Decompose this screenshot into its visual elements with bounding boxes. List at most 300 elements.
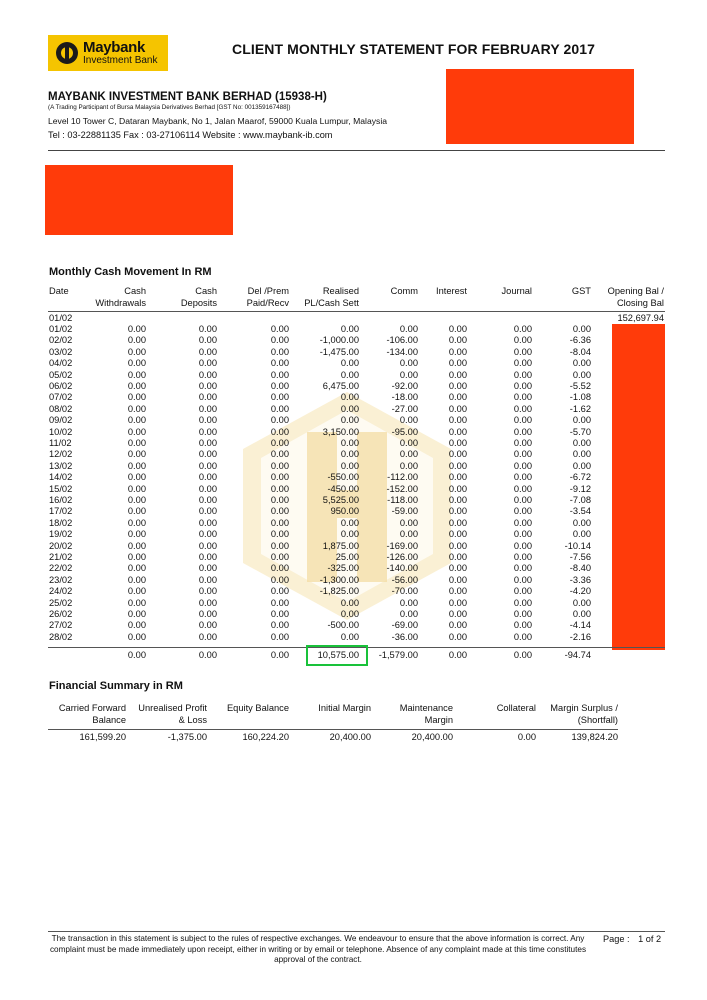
cell-comm: -126.00 bbox=[386, 552, 418, 562]
cell-interest: 0.00 bbox=[448, 460, 467, 471]
cell-journal: 0.00 bbox=[513, 392, 532, 403]
cell-gst: 0.00 bbox=[572, 358, 591, 369]
cell-comm: 0.00 bbox=[399, 438, 418, 448]
cell-cash-withdrawals: 0.00 bbox=[127, 529, 146, 540]
cell-cash-withdrawals: 0.00 bbox=[127, 631, 146, 642]
cell-del-prem: 0.00 bbox=[270, 631, 289, 642]
cell-interest: 0.00 bbox=[448, 346, 467, 357]
cell-gst: -94.74 bbox=[564, 650, 591, 660]
cell-cash-deposits: 0.00 bbox=[198, 324, 217, 334]
cell-comm: -59.00 bbox=[391, 506, 418, 517]
cell-del-prem: 0.00 bbox=[270, 460, 289, 471]
col-header-cash-withdrawals bbox=[80, 286, 146, 309]
col-header-balance bbox=[590, 286, 664, 309]
cell-del-prem: 0.00 bbox=[270, 472, 289, 483]
cell-realised: 0.00 bbox=[340, 358, 359, 369]
cell-interest: 0.00 bbox=[448, 495, 467, 505]
cell-gst: -8.40 bbox=[569, 563, 591, 574]
cell-cash-withdrawals: 0.00 bbox=[127, 495, 146, 505]
cell-comm: 0.00 bbox=[399, 369, 418, 380]
cell-realised: -500.00 bbox=[327, 620, 359, 631]
col-header-line: PL/Cash Sett bbox=[304, 297, 359, 308]
cell-del-prem: 0.00 bbox=[270, 392, 289, 403]
cell-comm: -118.00 bbox=[387, 495, 418, 505]
fs-header-line: (Shortfall) bbox=[577, 714, 618, 725]
col-header-realised bbox=[296, 286, 359, 309]
cell-journal: 0.00 bbox=[513, 426, 532, 437]
cell-cash-withdrawals: 0.00 bbox=[127, 346, 146, 357]
cell-del-prem: 0.00 bbox=[270, 403, 289, 414]
fs-value-carried-forward: 161,599.20 bbox=[79, 732, 126, 742]
cell-journal: 0.00 bbox=[513, 552, 532, 562]
cell-interest: 0.00 bbox=[448, 426, 467, 437]
cell-realised: 0.00 bbox=[340, 529, 359, 540]
cell-date: 25/02 bbox=[49, 597, 73, 608]
cell-journal: 0.00 bbox=[513, 449, 532, 460]
cell-cash-withdrawals: 0.00 bbox=[127, 392, 146, 403]
cell-cash-deposits: 0.00 bbox=[198, 358, 217, 369]
col-header-gst: GST bbox=[571, 286, 591, 296]
cell-del-prem: 0.00 bbox=[270, 369, 289, 380]
cell-interest: 0.00 bbox=[448, 609, 467, 619]
cell-gst: -6.72 bbox=[569, 472, 591, 483]
cell-cash-deposits: 0.00 bbox=[198, 472, 217, 483]
cell-cash-withdrawals: 0.00 bbox=[127, 517, 146, 528]
logo-text bbox=[83, 40, 157, 66]
cell-cash-withdrawals: 0.00 bbox=[127, 597, 146, 608]
cell-cash-deposits: 0.00 bbox=[198, 460, 217, 471]
cell-del-prem: 0.00 bbox=[270, 426, 289, 437]
cell-realised: 950.00 bbox=[330, 506, 359, 517]
cell-del-prem: 0.00 bbox=[270, 483, 289, 494]
cell-realised: 0.00 bbox=[340, 631, 359, 642]
statement-title: CLIENT MONTHLY STATEMENT FOR FEBRUARY 2017 bbox=[232, 41, 596, 57]
cell-interest: 0.00 bbox=[448, 415, 467, 426]
cell-gst: -4.14 bbox=[569, 620, 591, 631]
cell-comm: 0.00 bbox=[399, 517, 418, 528]
cell-cash-withdrawals: 0.00 bbox=[127, 335, 146, 346]
cell-comm: -134.00 bbox=[386, 346, 418, 357]
cell-del-prem: 0.00 bbox=[270, 597, 289, 608]
cell-cash-withdrawals: 0.00 bbox=[127, 403, 146, 414]
fs-header-equity: Equity Balance bbox=[226, 703, 289, 713]
cell-cash-deposits: 0.00 bbox=[198, 517, 217, 528]
cell-interest: 0.00 bbox=[448, 529, 467, 540]
cell-realised: -325.00 bbox=[327, 563, 359, 574]
cell-journal: 0.00 bbox=[513, 403, 532, 414]
cell-realised: -550.00 bbox=[327, 472, 359, 483]
cell-comm: -169.00 bbox=[386, 540, 418, 551]
fs-header-initial-margin: Initial Margin bbox=[318, 703, 371, 713]
cell-comm: 0.00 bbox=[399, 449, 418, 460]
cell-date: 08/02 bbox=[49, 403, 73, 414]
cell-comm: -152.00 bbox=[386, 483, 418, 494]
page-label: Page : bbox=[603, 934, 630, 944]
fs-header-carried-forward bbox=[48, 703, 126, 726]
cell-cash-deposits: 0.00 bbox=[198, 529, 217, 540]
cell-journal: 0.00 bbox=[513, 597, 532, 608]
cell-cash-withdrawals: 0.00 bbox=[127, 438, 146, 448]
fs-header-surplus bbox=[540, 703, 618, 726]
cell-interest: 0.00 bbox=[448, 335, 467, 346]
cell-realised: 25.00 bbox=[335, 552, 359, 562]
cell-comm: -95.00 bbox=[391, 426, 418, 437]
cell-del-prem: 0.00 bbox=[270, 335, 289, 346]
cell-gst: 0.00 bbox=[572, 529, 591, 540]
cell-cash-deposits: 0.00 bbox=[198, 438, 217, 448]
opening-balance: 152,697.94 bbox=[617, 313, 664, 323]
col-header-line: Cash bbox=[124, 286, 146, 296]
cell-realised: 0.00 bbox=[340, 392, 359, 403]
cell-del-prem: 0.00 bbox=[270, 438, 289, 448]
cell-journal: 0.00 bbox=[513, 620, 532, 631]
cell-realised: 1,875.00 bbox=[322, 540, 359, 551]
cell-comm: -69.00 bbox=[391, 620, 418, 631]
cell-cash-deposits: 0.00 bbox=[198, 415, 217, 426]
cell-cash-deposits: 0.00 bbox=[198, 586, 217, 597]
cell-cash-withdrawals: 0.00 bbox=[127, 586, 146, 597]
cell-del-prem: 0.00 bbox=[270, 586, 289, 597]
cell-interest: 0.00 bbox=[448, 552, 467, 562]
highlight-box-realised-total bbox=[306, 645, 368, 666]
cell-interest: 0.00 bbox=[448, 324, 467, 334]
col-header-line: Opening Bal / bbox=[607, 286, 664, 296]
cell-journal: 0.00 bbox=[513, 335, 532, 346]
cell-interest: 0.00 bbox=[448, 381, 467, 391]
cell-date: 09/02 bbox=[49, 415, 73, 426]
fs-value-maintenance: 20,400.00 bbox=[411, 732, 453, 742]
cell-interest: 0.00 bbox=[448, 540, 467, 551]
cell-interest: 0.00 bbox=[448, 631, 467, 642]
cell-gst: -1.08 bbox=[569, 392, 591, 403]
cell-gst: -4.20 bbox=[569, 586, 591, 597]
cell-cash-deposits: 0.00 bbox=[198, 506, 217, 517]
cash-movement-title: Monthly Cash Movement In RM bbox=[49, 266, 212, 278]
cell-comm: -112.00 bbox=[387, 472, 418, 483]
cell-date: 01/02 bbox=[49, 324, 73, 334]
cell-gst: 0.00 bbox=[572, 369, 591, 380]
cell-realised: 0.00 bbox=[340, 403, 359, 414]
cell-gst: -6.36 bbox=[569, 335, 591, 346]
cell-gst: 0.00 bbox=[572, 517, 591, 528]
logo-name: Maybank bbox=[83, 39, 146, 56]
cell-cash-withdrawals: 0.00 bbox=[127, 483, 146, 494]
cell-cash-deposits: 0.00 bbox=[198, 650, 217, 660]
cell-date: 18/02 bbox=[49, 517, 73, 528]
col-header-del-prem bbox=[230, 286, 289, 309]
fs-header-line: Margin bbox=[424, 714, 453, 725]
cell-cash-deposits: 0.00 bbox=[198, 449, 217, 460]
cell-cash-deposits: 0.00 bbox=[198, 403, 217, 414]
cell-interest: 0.00 bbox=[448, 449, 467, 460]
cell-comm: 0.00 bbox=[399, 324, 418, 334]
cell-date: 26/02 bbox=[49, 609, 73, 619]
watermark-logo-icon bbox=[243, 392, 451, 620]
cell-realised: -1,000.00 bbox=[319, 335, 359, 346]
cell-date: 21/02 bbox=[49, 552, 73, 562]
cell-cash-deposits: 0.00 bbox=[198, 495, 217, 505]
cell-comm: -36.00 bbox=[391, 631, 418, 642]
cell-date: 12/02 bbox=[49, 449, 73, 460]
redacted-client-info bbox=[45, 165, 233, 235]
cell-journal: 0.00 bbox=[513, 529, 532, 540]
header-divider bbox=[48, 150, 665, 151]
cell-interest: 0.00 bbox=[448, 358, 467, 369]
col-header-line: Realised bbox=[322, 286, 359, 296]
col-header-journal: Journal bbox=[501, 286, 532, 296]
fs-header-line: Balance bbox=[92, 714, 126, 725]
cell-journal: 0.00 bbox=[513, 650, 532, 660]
cell-comm: 0.00 bbox=[399, 460, 418, 471]
cell-journal: 0.00 bbox=[513, 472, 532, 483]
fs-value-unrealised: -1,375.00 bbox=[167, 732, 207, 742]
cell-date: 02/02 bbox=[49, 335, 73, 346]
cell-date: 17/02 bbox=[49, 506, 73, 517]
fs-header-unrealised bbox=[126, 703, 207, 726]
cell-date: 11/02 bbox=[49, 438, 72, 448]
cell-journal: 0.00 bbox=[513, 540, 532, 551]
cell-cash-deposits: 0.00 bbox=[198, 597, 217, 608]
cell-date: 13/02 bbox=[49, 460, 73, 471]
cell-interest: 0.00 bbox=[448, 574, 467, 585]
cell-realised: 0.00 bbox=[340, 517, 359, 528]
cell-journal: 0.00 bbox=[513, 346, 532, 357]
cell-cash-deposits: 0.00 bbox=[198, 483, 217, 494]
cell-journal: 0.00 bbox=[513, 586, 532, 597]
cell-realised: 10,575.00 bbox=[317, 650, 359, 660]
financial-summary-title: Financial Summary in RM bbox=[49, 680, 183, 692]
col-header-line: Deposits bbox=[180, 297, 217, 308]
fs-header-line: Unrealised Profit bbox=[138, 703, 207, 713]
cell-del-prem: 0.00 bbox=[270, 650, 289, 660]
cell-date: 06/02 bbox=[49, 381, 73, 391]
opening-date: 01/02 bbox=[49, 313, 73, 323]
cell-journal: 0.00 bbox=[513, 574, 532, 585]
cell-del-prem: 0.00 bbox=[270, 358, 289, 369]
cell-comm: 0.00 bbox=[399, 358, 418, 369]
cell-cash-withdrawals: 0.00 bbox=[127, 563, 146, 574]
cell-date: 05/02 bbox=[49, 369, 73, 380]
cell-cash-deposits: 0.00 bbox=[198, 426, 217, 437]
cell-interest: 0.00 bbox=[448, 517, 467, 528]
cell-date: 15/02 bbox=[49, 483, 73, 494]
cell-journal: 0.00 bbox=[513, 631, 532, 642]
cell-realised: 0.00 bbox=[340, 415, 359, 426]
cell-date: 28/02 bbox=[49, 631, 73, 642]
cell-interest: 0.00 bbox=[448, 506, 467, 517]
logo-subtitle: Investment Bank bbox=[83, 55, 158, 66]
fs-value-surplus: 139,824.20 bbox=[571, 732, 618, 742]
cell-cash-withdrawals: 0.00 bbox=[127, 369, 146, 380]
cell-cash-withdrawals: 0.00 bbox=[127, 574, 146, 585]
cell-gst: 0.00 bbox=[572, 438, 591, 448]
cell-realised: 3,150.00 bbox=[322, 426, 359, 437]
cell-journal: 0.00 bbox=[513, 563, 532, 574]
cell-comm: -92.00 bbox=[391, 381, 418, 391]
cell-cash-withdrawals: 0.00 bbox=[127, 449, 146, 460]
cell-gst: 0.00 bbox=[572, 415, 591, 426]
cell-realised: 6,475.00 bbox=[322, 381, 359, 391]
cell-journal: 0.00 bbox=[513, 358, 532, 369]
fs-header-line: Maintenance bbox=[399, 703, 453, 713]
cell-journal: 0.00 bbox=[513, 460, 532, 471]
cell-cash-withdrawals: 0.00 bbox=[127, 506, 146, 517]
cell-del-prem: 0.00 bbox=[270, 381, 289, 391]
cell-comm: -106.00 bbox=[386, 335, 418, 346]
cell-date: 03/02 bbox=[49, 346, 73, 357]
cell-interest: 0.00 bbox=[448, 403, 467, 414]
cell-cash-deposits: 0.00 bbox=[198, 574, 217, 585]
cell-journal: 0.00 bbox=[513, 438, 532, 448]
fs-header-maintenance bbox=[380, 703, 453, 726]
cell-del-prem: 0.00 bbox=[270, 620, 289, 631]
cell-interest: 0.00 bbox=[448, 650, 467, 660]
page-number bbox=[603, 934, 661, 944]
cell-realised: -1,475.00 bbox=[319, 346, 359, 357]
cell-comm: 0.00 bbox=[399, 609, 418, 619]
cell-comm: -27.00 bbox=[391, 403, 418, 414]
cell-gst: -5.52 bbox=[569, 381, 591, 391]
col-header-line: Withdrawals bbox=[95, 297, 146, 308]
cell-cash-withdrawals: 0.00 bbox=[127, 620, 146, 631]
page-value: 1 of 2 bbox=[638, 934, 662, 944]
cell-date: 20/02 bbox=[49, 540, 73, 551]
cell-interest: 0.00 bbox=[448, 369, 467, 380]
cell-comm: 0.00 bbox=[399, 597, 418, 608]
cell-journal: 0.00 bbox=[513, 415, 532, 426]
cell-del-prem: 0.00 bbox=[270, 574, 289, 585]
cell-gst: -10.14 bbox=[564, 540, 591, 551]
cell-gst: -9.12 bbox=[569, 483, 591, 494]
cell-gst: 0.00 bbox=[572, 460, 591, 471]
cell-del-prem: 0.00 bbox=[270, 517, 289, 528]
cell-gst: -5.70 bbox=[569, 426, 591, 437]
cell-comm: -70.00 bbox=[391, 586, 418, 597]
cell-del-prem: 0.00 bbox=[270, 506, 289, 517]
cell-del-prem: 0.00 bbox=[270, 449, 289, 460]
cell-date: 04/02 bbox=[49, 358, 73, 369]
cell-cash-deposits: 0.00 bbox=[198, 563, 217, 574]
col-header-line: Cash bbox=[195, 286, 217, 296]
cell-gst: -7.56 bbox=[569, 552, 591, 562]
cell-del-prem: 0.00 bbox=[270, 609, 289, 619]
cell-cash-deposits: 0.00 bbox=[198, 620, 217, 631]
cell-interest: 0.00 bbox=[448, 597, 467, 608]
cell-cash-withdrawals: 0.00 bbox=[127, 426, 146, 437]
fs-value-initial-margin: 20,400.00 bbox=[329, 732, 371, 742]
cell-cash-withdrawals: 0.00 bbox=[127, 609, 146, 619]
col-header-line: Closing Bal bbox=[616, 297, 664, 308]
cell-interest: 0.00 bbox=[448, 392, 467, 403]
cell-interest: 0.00 bbox=[448, 472, 467, 483]
cell-date: 24/02 bbox=[49, 586, 73, 597]
bank-contact: Tel : 03-22881135 Fax : 03-27106114 Website : www.maybank-ib.com bbox=[48, 130, 333, 140]
fs-header-line: Carried Forward bbox=[58, 703, 126, 713]
cell-gst: 0.00 bbox=[572, 449, 591, 460]
cell-journal: 0.00 bbox=[513, 324, 532, 334]
col-header-line: Del /Prem bbox=[247, 286, 289, 296]
cell-del-prem: 0.00 bbox=[270, 346, 289, 357]
bank-name: MAYBANK INVESTMENT BANK BERHAD (15938-H) bbox=[48, 91, 327, 103]
cell-del-prem: 0.00 bbox=[270, 540, 289, 551]
cell-gst: 0.00 bbox=[572, 597, 591, 608]
cell-date: 07/02 bbox=[49, 392, 73, 403]
cell-cash-deposits: 0.00 bbox=[198, 552, 217, 562]
fs-value-equity: 160,224.20 bbox=[242, 732, 289, 742]
cell-realised: 0.00 bbox=[340, 460, 359, 471]
cell-gst: -1.62 bbox=[569, 403, 591, 414]
col-header-interest: Interest bbox=[435, 286, 467, 296]
cell-realised: 0.00 bbox=[340, 438, 359, 448]
cell-cash-withdrawals: 0.00 bbox=[127, 415, 146, 426]
redacted-client-address bbox=[446, 69, 634, 144]
cell-journal: 0.00 bbox=[513, 483, 532, 494]
footer-disclaimer: The transaction in this statement is subject to the rules of respective exchanges. We endeavour to ensure that the above information is correct. Any complaint must be made immediately upon receipt, either in writing or by email or telephone. Absence of any complaint made at this time constitutes approval of the contract. bbox=[49, 934, 587, 964]
cell-cash-deposits: 0.00 bbox=[198, 335, 217, 346]
cell-gst: -7.08 bbox=[569, 495, 591, 505]
cell-cash-deposits: 0.00 bbox=[198, 346, 217, 357]
cell-cash-deposits: 0.00 bbox=[198, 631, 217, 642]
cell-journal: 0.00 bbox=[513, 609, 532, 619]
cell-realised: 0.00 bbox=[340, 324, 359, 334]
fs-header-collateral: Collateral bbox=[496, 703, 536, 713]
bank-address: Level 10 Tower C, Dataran Maybank, No 1, Jalan Maarof, 59000 Kuala Lumpur, Malaysia bbox=[48, 116, 388, 126]
cell-del-prem: 0.00 bbox=[270, 529, 289, 540]
cell-comm: -140.00 bbox=[386, 563, 418, 574]
cell-cash-withdrawals: 0.00 bbox=[127, 540, 146, 551]
cell-interest: 0.00 bbox=[448, 586, 467, 597]
cell-realised: 0.00 bbox=[340, 609, 359, 619]
fs-header-line: & Loss bbox=[178, 714, 207, 725]
cell-cash-withdrawals: 0.00 bbox=[127, 324, 146, 334]
cell-date: 10/02 bbox=[49, 426, 73, 437]
cell-comm: -1,579.00 bbox=[378, 650, 418, 660]
cell-cash-deposits: 0.00 bbox=[198, 369, 217, 380]
cell-journal: 0.00 bbox=[513, 369, 532, 380]
cell-interest: 0.00 bbox=[448, 483, 467, 494]
cell-comm: 0.00 bbox=[399, 415, 418, 426]
cell-cash-withdrawals: 0.00 bbox=[127, 358, 146, 369]
redacted-closing-balances bbox=[612, 324, 665, 650]
cell-realised: 5,525.00 bbox=[322, 495, 359, 505]
cell-date: 14/02 bbox=[49, 472, 73, 483]
cell-date: 22/02 bbox=[49, 563, 73, 574]
cell-realised: -1,825.00 bbox=[319, 586, 359, 597]
cell-del-prem: 0.00 bbox=[270, 324, 289, 334]
cell-journal: 0.00 bbox=[513, 517, 532, 528]
fs-header-line: Margin Surplus / bbox=[550, 703, 618, 713]
cell-gst: -3.54 bbox=[569, 506, 591, 517]
cell-del-prem: 0.00 bbox=[270, 552, 289, 562]
maybank-logo bbox=[48, 35, 168, 71]
cell-journal: 0.00 bbox=[513, 381, 532, 391]
cell-cash-withdrawals: 0.00 bbox=[127, 381, 146, 391]
cell-realised: -1,300.00 bbox=[319, 574, 359, 585]
cell-date: 27/02 bbox=[49, 620, 73, 631]
col-header-cash-deposits bbox=[160, 286, 217, 309]
col-header-date: Date bbox=[49, 286, 69, 296]
cell-cash-deposits: 0.00 bbox=[198, 392, 217, 403]
cell-realised: 0.00 bbox=[340, 449, 359, 460]
cell-interest: 0.00 bbox=[448, 620, 467, 631]
cell-cash-withdrawals: 0.00 bbox=[127, 472, 146, 483]
cell-date: 19/02 bbox=[49, 529, 73, 540]
cell-gst: 0.00 bbox=[572, 609, 591, 619]
cell-cash-withdrawals: 0.00 bbox=[127, 460, 146, 471]
cell-realised: 0.00 bbox=[340, 369, 359, 380]
cell-date: 23/02 bbox=[49, 574, 73, 585]
cell-del-prem: 0.00 bbox=[270, 495, 289, 505]
